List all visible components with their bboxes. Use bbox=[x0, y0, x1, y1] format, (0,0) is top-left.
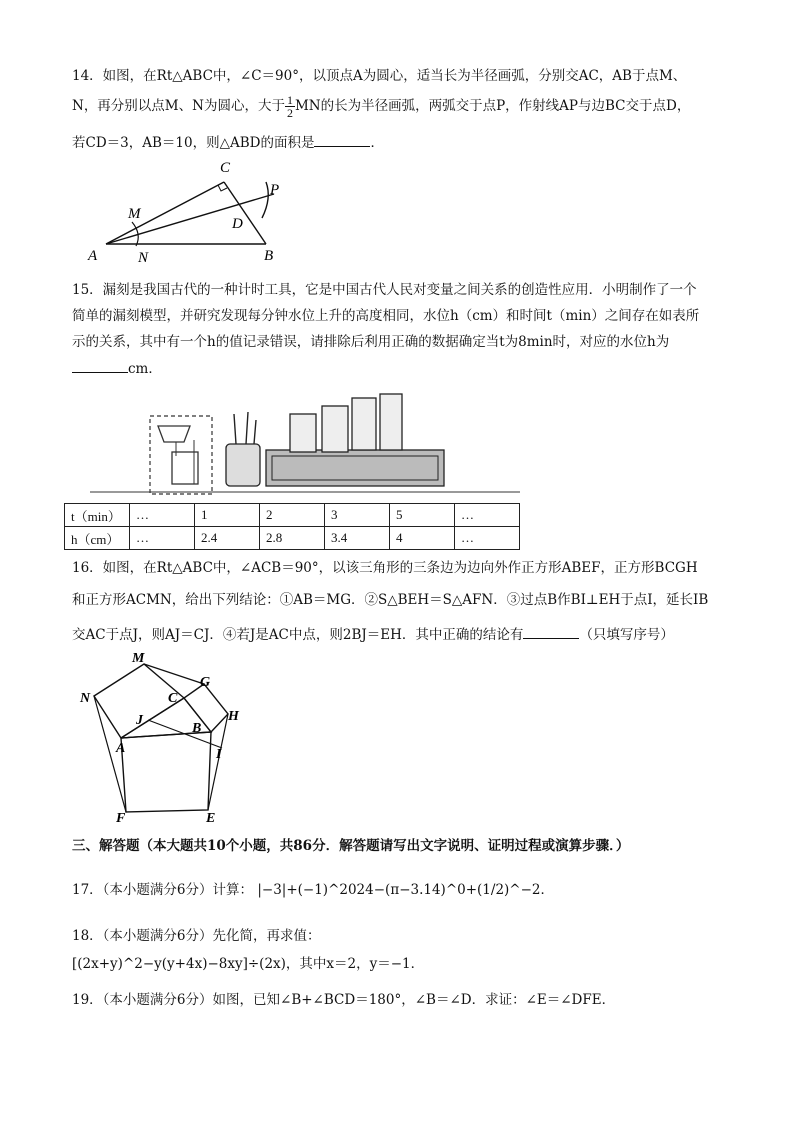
label-I: I bbox=[216, 747, 222, 762]
q16-line3a: 交AC于点J，则AJ＝CJ．④若J是AC中点，则2BJ＝EH．其中正确的结论有 bbox=[72, 627, 524, 643]
table-cell: … bbox=[455, 504, 520, 527]
label-D: D bbox=[232, 216, 243, 232]
q16-line1: 16．如图，在Rt△ABC中，∠ACB＝90°，以该三角形的三条边为边向外作正方形ABEF，正方形BCGH bbox=[72, 560, 698, 576]
label-N: N bbox=[80, 691, 91, 706]
q15-line2: 简单的漏刻模型，并研究发现每分钟水位上升的高度相同，水位h（cm）和时间t（min）之间存在如表所 bbox=[72, 308, 700, 324]
table-cell: 2.4 bbox=[195, 527, 260, 550]
table-cell: h（cm） bbox=[65, 527, 130, 550]
q14-line3-end: ． bbox=[370, 135, 384, 151]
q14-line3-text: 若CD＝3，AB＝10，则△ABD的面积是 bbox=[72, 135, 315, 151]
label-N: N bbox=[138, 250, 149, 264]
table-cell: 5 bbox=[390, 504, 455, 527]
table-cell: 2.8 bbox=[260, 527, 325, 550]
section-heading: 三、解答题（本大题共10个小题，共86分．解答题请写出文字说明、证明过程或演算步骤．） bbox=[72, 838, 630, 854]
table-cell: … bbox=[130, 527, 195, 550]
label-G: G bbox=[200, 675, 211, 690]
q17-prefix: 17．（本小题满分6分）计算： bbox=[72, 882, 254, 898]
table-cell: 2 bbox=[260, 504, 325, 527]
q14-line2a: N，再分别以点M、N为圆心，大于 bbox=[72, 98, 285, 114]
frac-numerator: 1 bbox=[286, 93, 293, 107]
label-E: E bbox=[206, 811, 216, 825]
label-P: P bbox=[270, 182, 280, 198]
q15-line1: 15．漏刻是我国古代的一种计时工具，它是中国古代人民对变量之间关系的创造性应用．小明制作了一个 bbox=[72, 282, 697, 298]
q17-expression: |−3|+(−1)^2024−(π−3.14)^0+(1/2)^−2 bbox=[257, 882, 541, 898]
q16-line3 bbox=[72, 624, 674, 645]
q17-end: ． bbox=[540, 882, 555, 898]
table-cell: 3 bbox=[325, 504, 390, 527]
label-M: M bbox=[132, 651, 145, 666]
q16-figure bbox=[76, 650, 256, 825]
q15-line3: 示的关系，其中有一个h的值记录错误，请排除后利用正确的数据确定当t为8min时，对应的水位h为 bbox=[72, 334, 670, 350]
q16-line2: 和正方形ACMN，给出下列结论：①AB＝MG．②S△BEH＝S△AFN．③过点B作BI⊥EH于点I，延长IB bbox=[72, 592, 709, 608]
label-B: B bbox=[192, 721, 202, 736]
table-cell: t（min） bbox=[65, 504, 130, 527]
q15-line4 bbox=[72, 358, 162, 379]
label-J: J bbox=[136, 713, 143, 728]
q14-line3 bbox=[72, 132, 384, 153]
label-B: B bbox=[264, 248, 274, 264]
label-F: F bbox=[116, 811, 126, 825]
label-C: C bbox=[220, 160, 231, 176]
frac-denominator: 2 bbox=[286, 106, 293, 120]
water-clock-illustration bbox=[90, 384, 520, 496]
label-M: M bbox=[128, 206, 141, 222]
q14-figure bbox=[84, 154, 284, 264]
q16-line3b: （只填写序号） bbox=[579, 627, 674, 643]
q14-line2b: MN的长为半径画弧，两弧交于点P，作射线AP与边BC交于点D， bbox=[294, 98, 691, 114]
q14-line2 bbox=[72, 94, 690, 119]
q18-line1: 18．（本小题满分6分）先化简，再求值： bbox=[72, 928, 321, 944]
label-C: C bbox=[168, 691, 178, 706]
half-fraction bbox=[285, 94, 295, 119]
label-H: H bbox=[228, 709, 239, 724]
q17-line bbox=[72, 880, 554, 900]
label-A: A bbox=[116, 741, 126, 756]
answer-blank-16[interactable] bbox=[523, 624, 579, 639]
q18-expression: [(2x+y)^2−y(y+4x)−8xy]÷(2x)，其中x＝2，y＝−1． bbox=[72, 956, 425, 972]
q15-line4-end: cm． bbox=[128, 361, 162, 377]
answer-blank-14[interactable] bbox=[314, 132, 370, 147]
table-cell: 4 bbox=[390, 527, 455, 550]
table-cell: … bbox=[130, 504, 195, 527]
table-cell: … bbox=[455, 527, 520, 550]
q19-line1: 19．（本小题满分6分）如图，已知∠B+∠BCD＝180°，∠B＝∠D．求证：∠E＝∠DFE． bbox=[72, 992, 616, 1008]
answer-blank-15[interactable] bbox=[72, 358, 128, 373]
data-table bbox=[64, 503, 520, 550]
q14-line1: 14．如图，在Rt△ABC中，∠C＝90°，以顶点A为圆心，适当长为半径画弧，分别交AC，AB于点M、 bbox=[72, 68, 687, 84]
table-row bbox=[65, 527, 520, 550]
label-A: A bbox=[88, 248, 98, 264]
table-row bbox=[65, 504, 520, 527]
table-cell: 3.4 bbox=[325, 527, 390, 550]
table-cell: 1 bbox=[195, 504, 260, 527]
